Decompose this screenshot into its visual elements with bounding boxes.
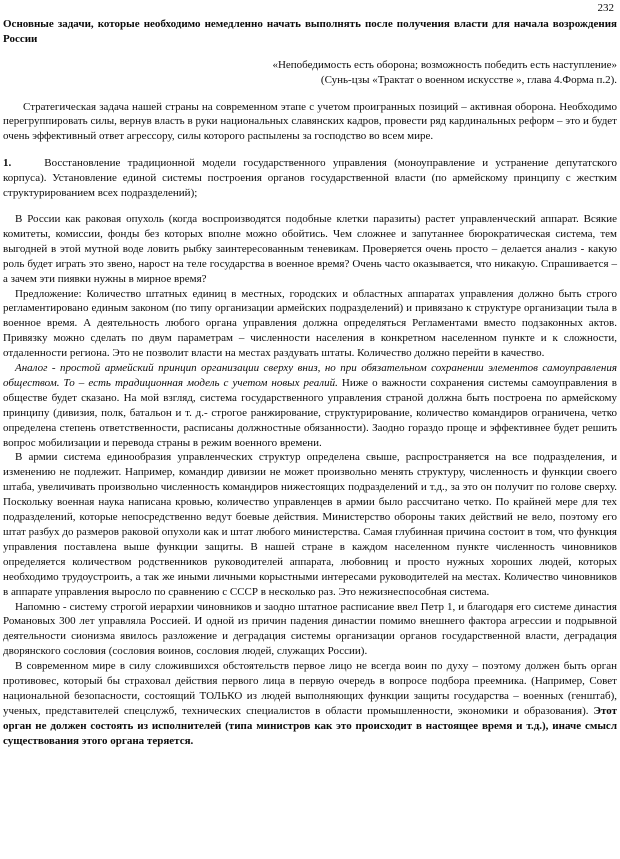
item-number: 1. xyxy=(3,157,12,170)
paragraph-remind: Напомню - систему строгой иерархии чиновников и заодно штатное расписание ввел Петр 1, и благодаря его системе династия Романовых 300 лет управляла Россией. И одной из причин падения династии помимо внешнего фактора агрессии и подрывной деятельности сионизма явилось разложение и деградация системы организации органов государственной власти, деградация дворянского сословия (сословия воинов, сословия людей, служащих России). xyxy=(3,600,617,658)
analog-italic-text: Аналог - простой армейский принцип организации сверху вниз, но при обязательном сохранении элементов самоуправления обществом. То – есть традиционная модель с учетом новых реалий. xyxy=(3,362,617,389)
paragraph-army: В армии система единообразия управленческих структур определена свыше, распространяется на все подразделения, и изменению не подлежит. Например, командир дивизии не может произвольно менять структуру, численность и функции своего штаба, увеличивать произвольно численность командиров нижестоящих подразделений и т.д., за это он получит по голове сверху. Поскольку военная наука написана кровью, количество управленцев в армии было рассчитано четко. По крайней мере для тех подразделений, которые непосредственно ведут боевые действия. Министерство обороны таких действий не вело, поэтому его штат разбух до размеров раковой опухоли как и штат любого министерства. Самая глубинная причина состоит в том, что функция управления поставлена выше функции защиты. В нашей стране в каждом населенном пункте численность чиновников определяется количеством родственников руководителей аппарата, любовниц и просто нужных хороших людей, которых необходимо трудоустроить, а так же иными личными корыстными интересами руководителей на местах. Количество чиновников в аппарате управления выросло по сравнению с СССР в несколько раз. Это нежизнеспособная система. xyxy=(3,451,617,598)
modern-bold-text: Этот орган не должен состоять из исполнителей (типа министров как это происходит в настоящее время и т.д.), иначе смысл существования этого органа теряется. xyxy=(3,704,617,747)
paragraph-strategy: Стратегическая задача нашей страны на современном этапе с учетом проигранных позиций – активная оборона. Необходимо перегруппировать силы, вернув власть в руки национальных славянских кадров, провести ряд кардинальных реформ – это и будет очень эффективный ответ агрессору, силы которого распылены за господство во всем мире. xyxy=(3,100,617,143)
analog-normal-text: Ниже о важности сохранения системы самоуправления в обществе будет сказано. На мой взгляд, система государственного управления страной должна быть построена по армейскому принципу (дивизия, полк, батальон и т. д.- строгое ранжирование, структурирование, количество командиров ограничена, четко определена степень ответственности, расписаны должностные обязанности). Заодно гораздо проще и эффективнее будет решить вопрос мобилизации и перевода страны в режим военного времени. xyxy=(3,376,617,449)
paragraph-russia: В России как раковая опухоль (когда воспроизводятся подобные клетки паразиты) растет управленческий аппарат. Всякие комитеты, комиссии, фонды без которых вполне можно обойтись. Чем сложнее и запутаннее бюрократическая система, тем выгодней в этой мутной воде ловить рыбку заинтересованным теневикам. Проверяется очень просто – делается анализ - какую роль будет играть это звено, нарост на теле государства в военное время? Очень часто оказывается, что никакую. Спрашивается – а зачем эти пиявки нужны в мирное время? xyxy=(3,212,617,285)
page-number: 232 xyxy=(597,2,614,14)
epigraph-source: (Сунь-цзы «Трактат о военном искусстве », глава 4.Форма п.2). xyxy=(320,73,617,86)
document-title: Основные задачи, которые необходимо немедленно начать выполнять после получения власти для начала возрождения России xyxy=(3,17,617,45)
list-item-1 xyxy=(3,156,617,201)
epigraph-quote: «Непобедимость есть оборона; возможность победить есть наступление» xyxy=(272,58,617,71)
paragraph-analog xyxy=(3,361,617,450)
epigraph xyxy=(3,58,617,88)
paragraph-proposal: Предложение: Количество штатных единиц в местных, городских и областных аппаратах управления должно быть строго регламентировано единым законом (по типу организации армейских подразделений) и привязано к структуре организации тыла в военное время. А деятельность любого органа управления должна определяться Регламентами вместо подзаконных актов. Привязку можно сделать по двум параметрам – численности населения в конкретном населенном пункте и к сложности, отдаленности региона. Это не позволит власти на местах раздувать штаты. Количество должно перейти в качество. xyxy=(3,287,617,360)
modern-normal-text: В современном мире в силу сложившихся обстоятельств первое лицо не всегда воин по духу – поэтому должен быть орган противовес, который бы страховал действия первого лица в первую очередь в вопросе подбора преемника. (Например, Совет национальной безопасности, состоящий ТОЛЬКО из людей выполняющих функции защиты государства – военных (генштаб), ученых, представителей спецслужб, технических специалистов в области промышленности, экономики и образования). xyxy=(3,660,617,717)
item-text: Восстановление традиционной модели государственного управления (моноуправление и устранение депутатского корпуса). Установление единой системы построения органов государственной власти (по армейскому принципу с жестким структурированием всех подразделений); xyxy=(3,157,617,200)
paragraph-modern xyxy=(3,659,617,748)
